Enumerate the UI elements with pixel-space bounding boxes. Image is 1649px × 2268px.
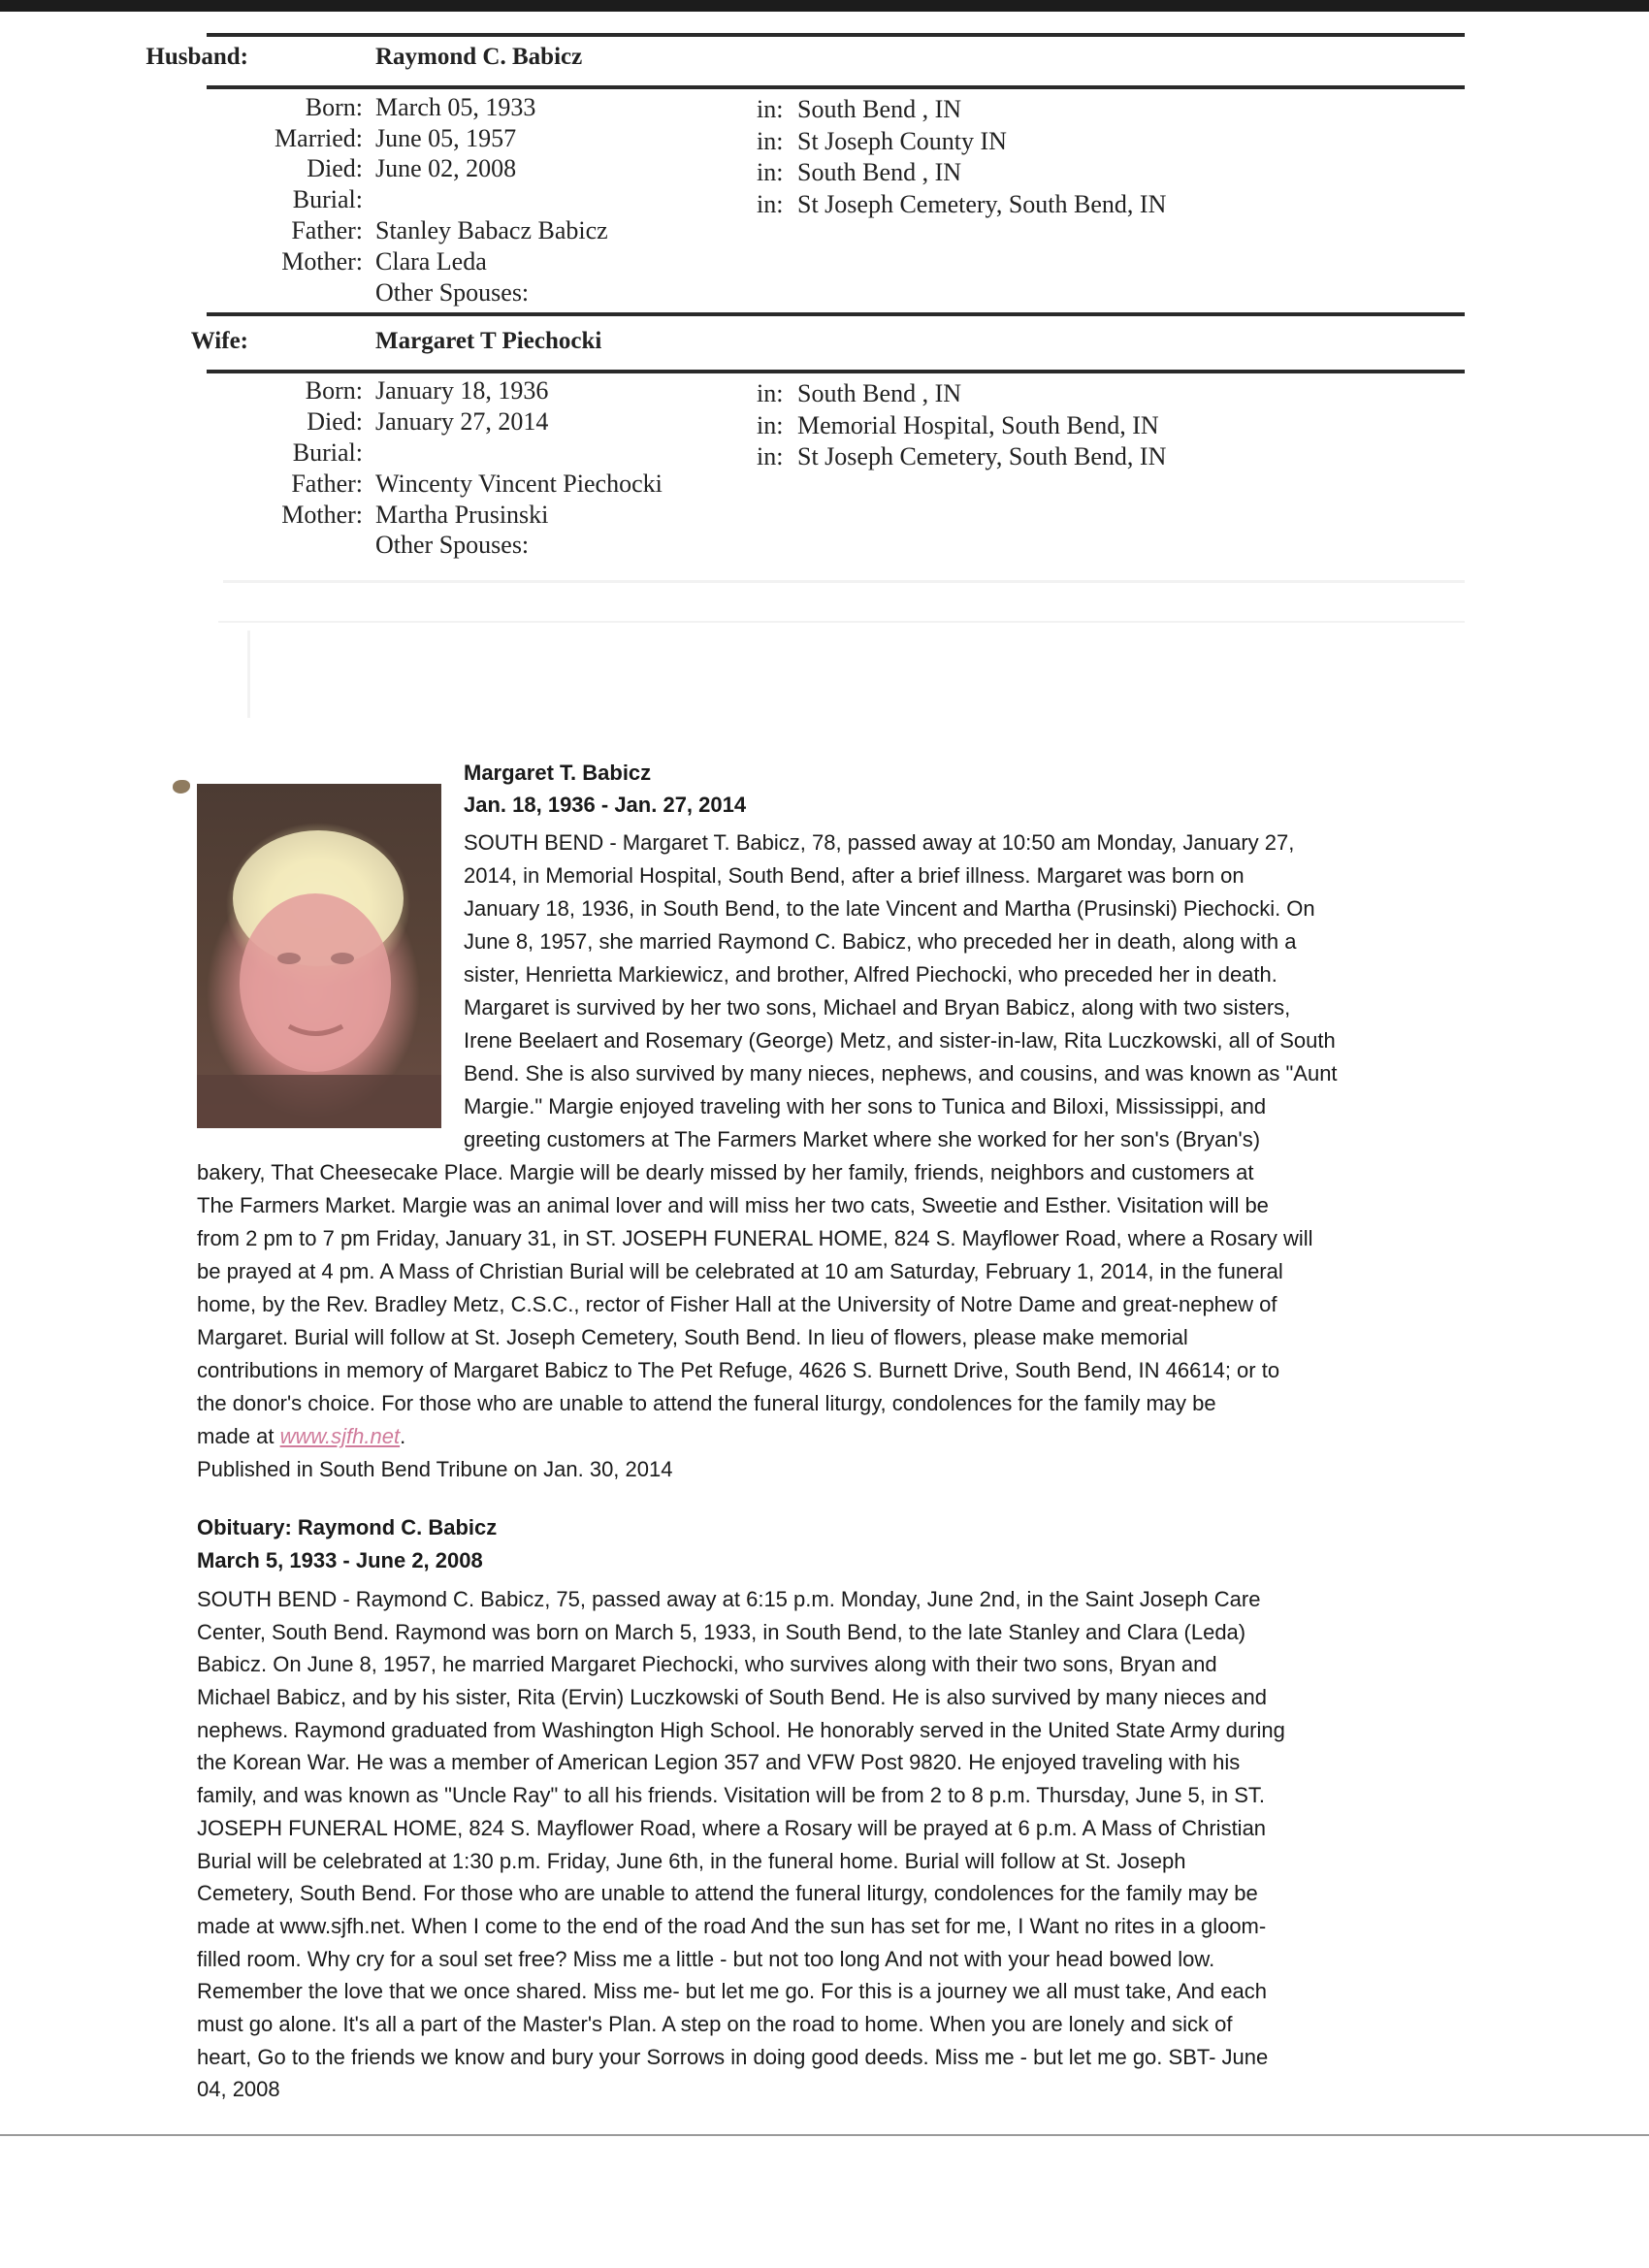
wife-father-name: Wincenty Vincent Piechocki <box>375 470 663 498</box>
link-prefix: made at <box>197 1424 280 1448</box>
obituary-raymond-text <box>197 1583 1468 2106</box>
obituary-line: JOSEPH FUNERAL HOME, 824 S. Mayflower Road, where a Rosary will be prayed at 6 p.m. A Mass of Christian <box>197 1815 1267 1840</box>
obituary-line: the Korean War. He was a member of American Legion 357 and VFW Post 9820. He enjoyed traveling with his <box>197 1750 1241 1775</box>
husband-top-rule <box>207 33 1465 37</box>
wife-burial-place: St Joseph Cemetery, South Bend, IN <box>797 442 1167 470</box>
obituary-line: must go alone. It's all a part of the Master's Plan. A step on the road to home. When you are lonely and sick of <box>197 2011 1233 2036</box>
wife-other-spouses-label: Other Spouses: <box>375 531 530 559</box>
obituary-line: Irene Beelaert and Rosemary (George) Metz, and sister-in-law, Rita Luczkowski, all of South <box>464 1028 1336 1053</box>
obituary-margaret-dates: Jan. 18, 1936 - Jan. 27, 2014 <box>464 793 747 817</box>
wife-died-date: January 27, 2014 <box>375 407 549 436</box>
obituary-line: Burial will be celebrated at 1:30 p.m. Friday, June 6th, in the funeral home. Burial will follow at St. Joseph <box>197 1848 1186 1873</box>
husband-burial-in-label: in: <box>757 190 784 218</box>
wife-born-date: January 18, 1936 <box>375 376 549 405</box>
obituary-line: 04, 2008 <box>197 2077 280 2102</box>
obituary-line: bakery, That Cheesecake Place. Margie will be dearly missed by her family, friends, neighbors and customers at <box>197 1160 1254 1184</box>
obituary-line: nephews. Raymond graduated from Washington High School. He honorably served in the United State Army during <box>197 1717 1285 1742</box>
obituary-line: Babicz. On June 8, 1957, he married Margaret Piechocki, who survives along with their two sons, Bryan and <box>197 1652 1217 1677</box>
wife-died-label: Died: <box>307 407 363 436</box>
portrait-photo-shading <box>197 784 441 1128</box>
husband-died-in-label: in: <box>757 158 784 186</box>
obituary-line: Remember the love that we once shared. Miss me- but let me go. For this is a journey we all must take, And each <box>197 1979 1267 2004</box>
husband-born-in-label: in: <box>757 95 784 123</box>
obituary-margaret-text-beside-photo <box>464 826 1463 1156</box>
husband-married-date: June 05, 1957 <box>375 124 517 152</box>
husband-married-place: St Joseph County IN <box>797 127 1007 155</box>
obituary-line: be prayed at 4 pm. A Mass of Christian Burial will be celebrated at 10 am Saturday, February 1, 2014, in the funeral <box>197 1259 1283 1283</box>
obituary-line: the donor's choice. For those who are unable to attend the funeral liturgy, condolences for the family may be <box>197 1391 1216 1415</box>
wife-name: Margaret T Piechocki <box>375 328 602 354</box>
scan-top-border <box>0 0 1649 12</box>
husband-name: Raymond C. Babicz <box>375 44 583 70</box>
obituary-line: Michael Babicz, and by his sister, Rita (Ervin) Luczkowski of South Bend. He is also survived by many nieces and <box>197 1685 1267 1710</box>
husband-father-label: Father: <box>291 216 363 244</box>
obituary-line: Margie." Margie enjoyed traveling with her sons to Tunica and Biloxi, Mississippi, and <box>464 1094 1267 1118</box>
obituary-line: June 8, 1957, she married Raymond C. Babicz, who preceded her in death, along with a <box>464 929 1297 954</box>
husband-mother-name: Clara Leda <box>375 247 487 275</box>
obituary-line: January 18, 1936, in South Bend, to the late Vincent and Martha (Prusinski) Piechocki. On <box>464 896 1315 921</box>
obituary-line: made at www.sjfh.net. When I come to the end of the road And the sun has set for me, I Want no rites in a gloom- <box>197 1913 1267 1938</box>
wife-died-in-label: in: <box>757 411 784 439</box>
sjfh-link[interactable]: www.sjfh.net <box>279 1424 401 1448</box>
husband-born-label: Born: <box>305 93 363 121</box>
obituary-margaret-text-full <box>197 1156 1468 1486</box>
obituary-line: from 2 pm to 7 pm Friday, January 31, in ST. JOSEPH FUNERAL HOME, 824 S. Mayflower Road, where a Rosary will <box>197 1226 1313 1250</box>
husband-bottom-rule <box>207 85 1465 89</box>
obituary-line: Margaret is survived by her two sons, Michael and Bryan Babicz, along with two sisters, <box>464 995 1291 1020</box>
husband-born-date: March 05, 1933 <box>375 93 536 121</box>
paper-smudge <box>173 780 190 794</box>
obituary-line: sister, Henrietta Markiewicz, and brother, Alfred Piechocki, who preceded her in death. <box>464 962 1277 987</box>
obituary-line: Bend. She is also survived by many nieces, nephews, and cousins, and was known as "Aunt <box>464 1061 1338 1085</box>
husband-born-place: South Bend , IN <box>797 95 961 123</box>
wife-born-in-label: in: <box>757 379 784 407</box>
obituary-line: filled room. Why cry for a soul set free? Miss me a little - but not too long And not with your head bowed low. <box>197 1946 1215 1971</box>
obituary-line: Margaret. Burial will follow at St. Joseph Cemetery, South Bend. In lieu of flowers, please make memorial <box>197 1325 1188 1349</box>
obituary-line: SOUTH BEND - Raymond C. Babicz, 75, passed away at 6:15 p.m. Monday, June 2nd, in the Saint Joseph Care <box>197 1587 1261 1611</box>
published-note: Published in South Bend Tribune on Jan. 30, 2014 <box>197 1457 673 1481</box>
wife-bottom-rule <box>207 370 1465 373</box>
wife-top-rule <box>207 312 1465 316</box>
obituary-raymond-dates: March 5, 1933 - June 2, 2008 <box>197 1548 483 1572</box>
husband-section-label: Husband: <box>146 44 248 70</box>
bleed-through-mark <box>247 631 250 718</box>
wife-died-place: Memorial Hospital, South Bend, IN <box>797 411 1159 439</box>
husband-married-in-label: in: <box>757 127 784 155</box>
husband-died-date: June 02, 2008 <box>375 154 517 182</box>
portrait-photo <box>197 784 441 1128</box>
obituary-line: contributions in memory of Margaret Babicz to The Pet Refuge, 4626 S. Burnett Drive, South Bend, IN 46614; or to <box>197 1358 1280 1382</box>
wife-father-label: Father: <box>291 470 363 498</box>
obituary-line: greeting customers at The Farmers Market where she worked for her son's (Bryan's) <box>464 1127 1261 1151</box>
husband-other-spouses-label: Other Spouses: <box>375 278 530 307</box>
bleed-through-mark <box>223 580 1465 583</box>
wife-mother-name: Martha Prusinski <box>375 501 549 529</box>
obituary-line: SOUTH BEND - Margaret T. Babicz, 78, passed away at 10:50 am Monday, January 27, <box>464 830 1295 855</box>
husband-died-label: Died: <box>307 154 363 182</box>
wife-section-label: Wife: <box>190 328 248 354</box>
obituary-margaret-name: Margaret T. Babicz <box>464 761 652 785</box>
husband-father-name: Stanley Babacz Babicz <box>375 216 608 244</box>
husband-burial-label: Burial: <box>292 185 363 213</box>
obituary-raymond-title: Obituary: Raymond C. Babicz <box>197 1515 498 1539</box>
scan-bottom-edge <box>0 2134 1649 2136</box>
husband-married-label: Married: <box>275 124 363 152</box>
husband-burial-place: St Joseph Cemetery, South Bend, IN <box>797 190 1167 218</box>
obituary-line: Center, South Bend. Raymond was born on March 5, 1933, in South Bend, to the late Stanley and Clara (Leda) <box>197 1619 1246 1644</box>
husband-mother-label: Mother: <box>281 247 363 275</box>
obituary-link-line <box>197 1420 1468 1453</box>
obituary-line: family, and was known as "Uncle Ray" to all his friends. Visitation will be from 2 to 8 p.m. Thursday, June 5, in ST. <box>197 1783 1266 1808</box>
obituary-line: 2014, in Memorial Hospital, South Bend, after a brief illness. Margaret was born on <box>464 863 1245 888</box>
obituary-line: Cemetery, South Bend. For those who are unable to attend the funeral liturgy, condolences for the family may be <box>197 1881 1258 1906</box>
wife-burial-in-label: in: <box>757 442 784 470</box>
wife-born-place: South Bend , IN <box>797 379 961 407</box>
link-suffix: . <box>400 1424 406 1448</box>
obituary-line: heart, Go to the friends we know and bury your Sorrows in doing good deeds. Miss me - but let me go. SBT- June <box>197 2044 1269 2069</box>
bleed-through-mark <box>218 621 1465 623</box>
husband-died-place: South Bend , IN <box>797 158 961 186</box>
wife-burial-label: Burial: <box>292 438 363 467</box>
obituary-line: The Farmers Market. Margie was an animal lover and will miss her two cats, Sweetie and Esther. Visitation will be <box>197 1193 1269 1217</box>
wife-born-label: Born: <box>305 376 363 405</box>
obituary-line: home, by the Rev. Bradley Metz, C.S.C., rector of Fisher Hall at the University of Notre Dame and great-nephew of <box>197 1292 1277 1316</box>
wife-mother-label: Mother: <box>281 501 363 529</box>
